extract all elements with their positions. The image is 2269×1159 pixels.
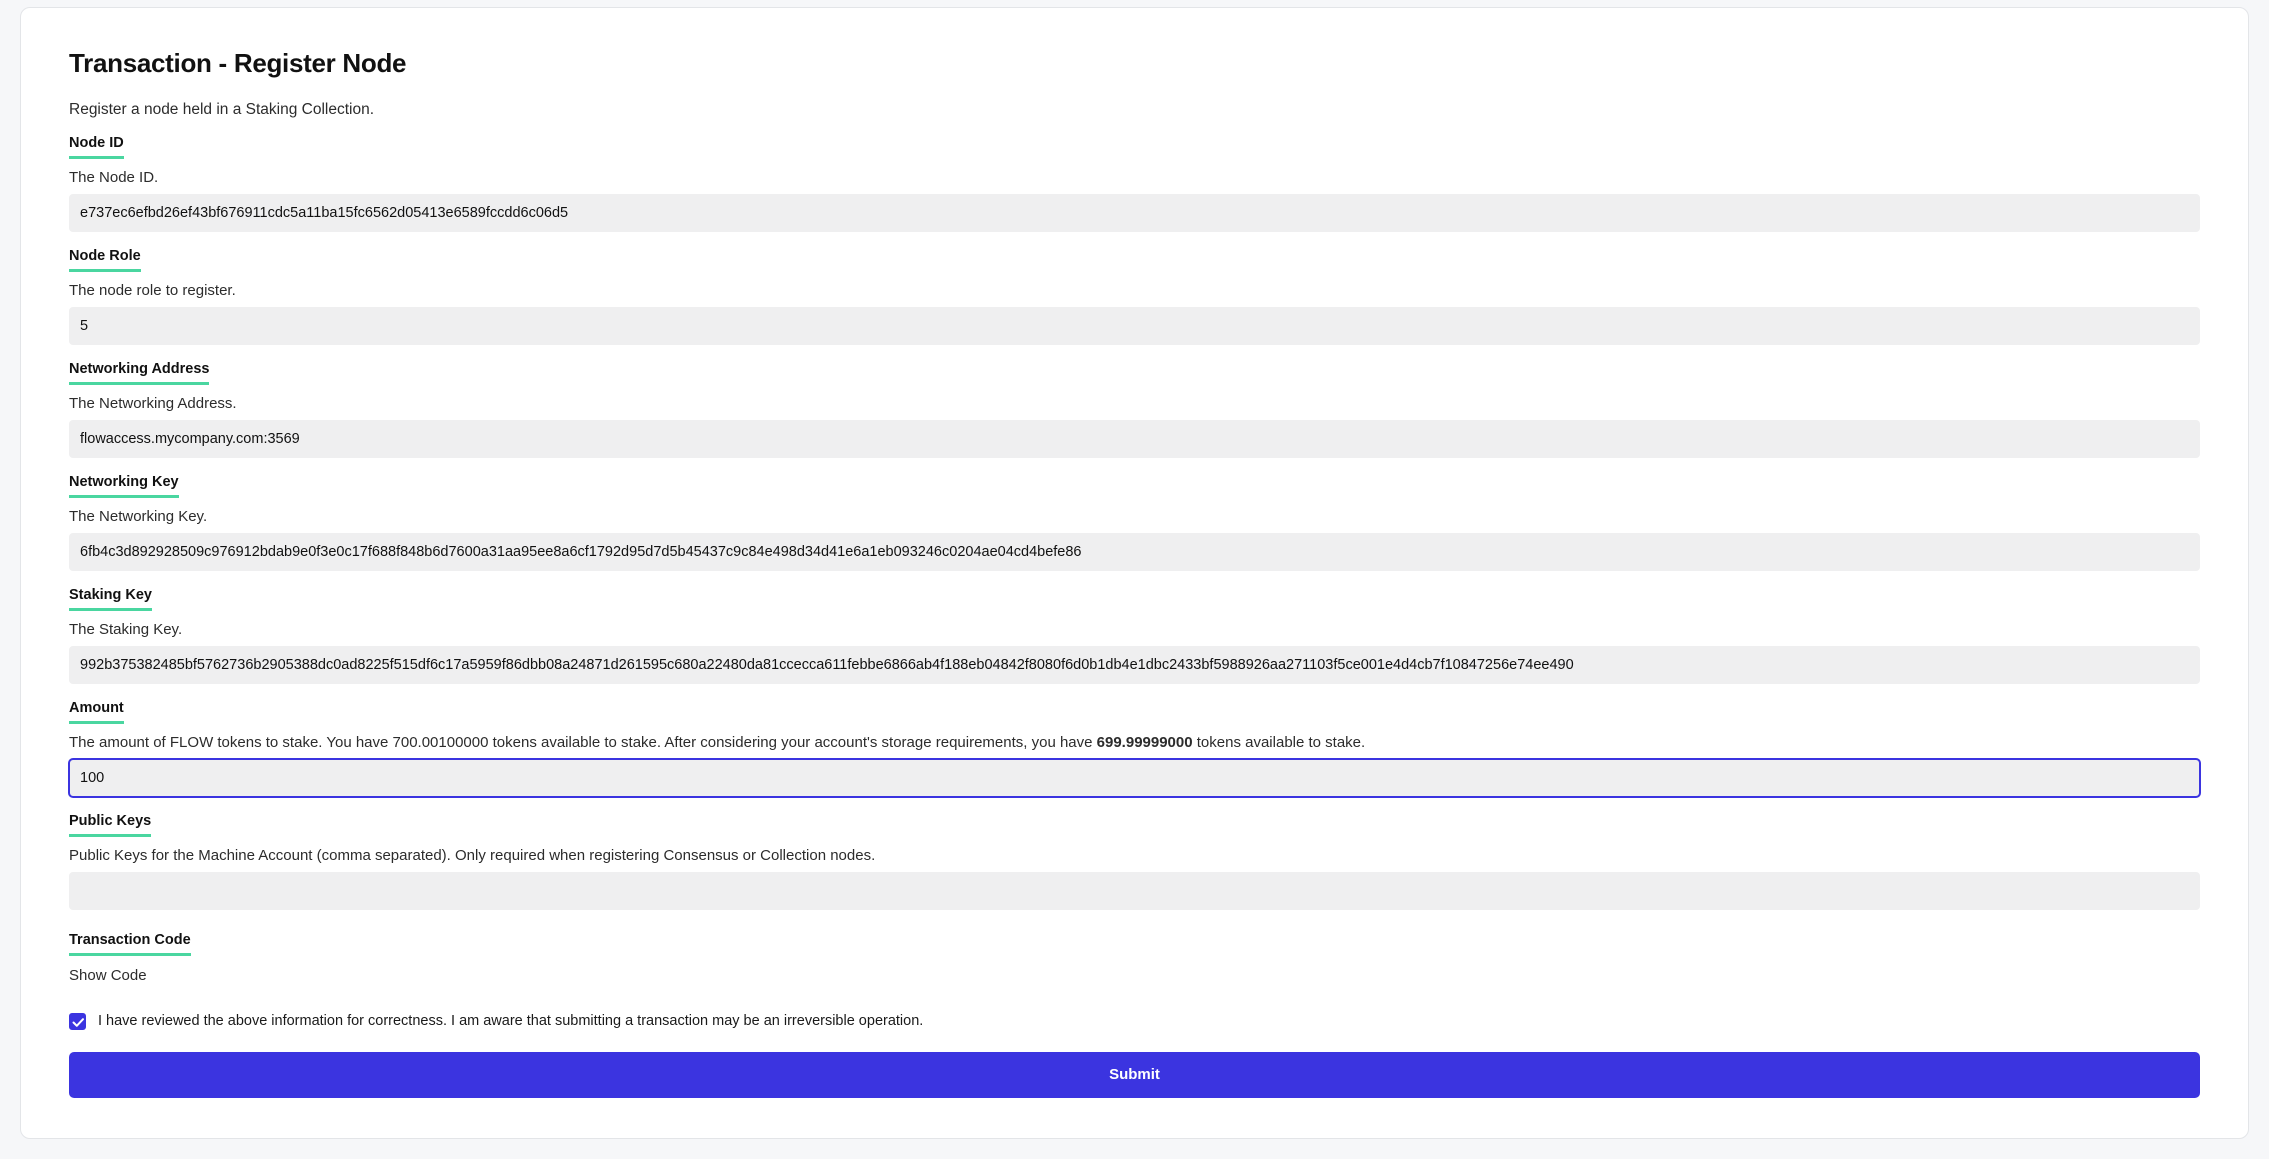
staking-key-input[interactable] bbox=[69, 646, 2200, 684]
transaction-card bbox=[20, 7, 2249, 1139]
field-description-networking-key: The Networking Key. bbox=[69, 507, 208, 525]
node-id-input[interactable] bbox=[69, 194, 2200, 232]
networking-address-input[interactable] bbox=[69, 420, 2200, 458]
field-description-networking-address: The Networking Address. bbox=[69, 394, 237, 412]
amount-available-value: 699.99999000 bbox=[1096, 733, 1193, 751]
field-amount bbox=[69, 700, 2200, 797]
field-label-row bbox=[69, 813, 2200, 837]
field-label-row bbox=[69, 587, 2200, 611]
field-networking-address bbox=[69, 361, 2200, 458]
field-label-node-id: Node ID bbox=[69, 136, 124, 159]
field-staking-key bbox=[69, 587, 2200, 684]
field-node-role bbox=[69, 248, 2200, 345]
public-keys-input[interactable] bbox=[69, 872, 2200, 910]
field-label-row bbox=[69, 248, 2200, 272]
field-label-networking-address: Networking Address bbox=[69, 362, 209, 385]
confirmation-label: I have reviewed the above information for correctness. I am aware that submitting a transaction may be an irreversible operation. bbox=[98, 1013, 924, 1029]
field-public-keys bbox=[69, 813, 2200, 910]
show-code-link[interactable]: Show Code bbox=[69, 966, 147, 984]
field-label-row bbox=[69, 474, 2200, 498]
field-label-transaction-code: Transaction Code bbox=[69, 933, 191, 956]
node-role-input[interactable] bbox=[69, 307, 2200, 345]
field-label-row bbox=[69, 135, 2200, 159]
field-label-staking-key: Staking Key bbox=[69, 588, 152, 611]
amount-input[interactable] bbox=[69, 759, 2200, 797]
field-label-row bbox=[69, 932, 2200, 956]
field-label-row bbox=[69, 361, 2200, 385]
field-label-public-keys: Public Keys bbox=[69, 814, 151, 837]
field-description-public-keys: Public Keys for the Machine Account (comma separated). Only required when registering Consensus or Collection nodes. bbox=[69, 846, 876, 864]
networking-key-input[interactable] bbox=[69, 533, 2200, 571]
field-description-node-id: The Node ID. bbox=[69, 168, 159, 186]
field-description-staking-key: The Staking Key. bbox=[69, 620, 183, 638]
field-label-networking-key: Networking Key bbox=[69, 475, 179, 498]
field-transaction-code bbox=[69, 932, 2200, 985]
amount-desc-post: tokens available to stake. bbox=[1192, 733, 1366, 751]
amount-desc-pre: The amount of FLOW tokens to stake. You have 700.00100000 tokens available to stake. After considering your account's storage requirements, you have bbox=[69, 733, 1097, 751]
confirmation-row bbox=[69, 1013, 2200, 1030]
field-description-node-role: The node role to register. bbox=[69, 281, 236, 299]
check-icon bbox=[72, 1016, 85, 1029]
page-subtitle: Register a node held in a Staking Collection. bbox=[69, 101, 375, 118]
submit-button[interactable]: Submit bbox=[69, 1052, 2200, 1098]
field-label-row bbox=[69, 700, 2200, 724]
confirmation-checkbox[interactable] bbox=[69, 1013, 86, 1030]
field-description-amount bbox=[69, 734, 2200, 751]
field-node-id bbox=[69, 135, 2200, 232]
field-label-node-role: Node Role bbox=[69, 249, 141, 272]
field-label-amount: Amount bbox=[69, 701, 124, 724]
page-title: Transaction - Register Node bbox=[69, 48, 407, 78]
field-networking-key bbox=[69, 474, 2200, 571]
